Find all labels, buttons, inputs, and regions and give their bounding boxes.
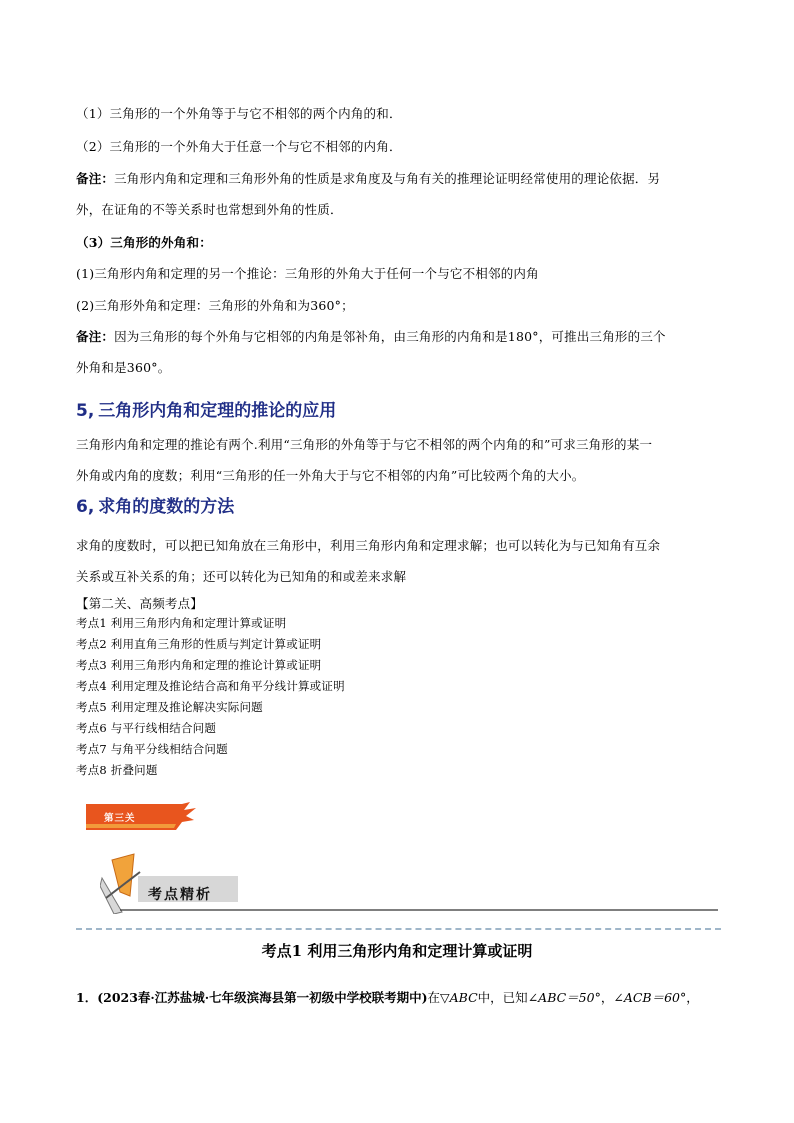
question-1 — [76, 988, 699, 1006]
paragraph-line: 求角的度数时，可以把已知角放在三角形中，利用三角形内角和定理求解；也可以转化为与已知角有互余 — [76, 538, 661, 553]
kaodian-item: 考点1 利用三角形内角和定理计算或证明 — [76, 616, 287, 630]
paragraph-line: 三角形内角和定理的推论有两个.利用“三角形的外角等于与它不相邻的两个内角的和”可求三角形的某一 — [76, 437, 653, 452]
kaodian-item: 考点4 利用定理及推论结合高和角平分线计算或证明 — [76, 679, 345, 693]
level-banner — [86, 802, 196, 830]
heading-number: 6, — [76, 497, 95, 517]
kaodian-item: 考点5 利用定理及推论解决实际问题 — [76, 700, 263, 714]
note-label: 备注： — [76, 329, 115, 344]
heading-text: 求角的度数的方法 — [98, 497, 235, 517]
separator: ， — [686, 990, 699, 1005]
text-line: （3）三角形的外角和： — [76, 235, 212, 250]
paragraph-line: 外角或内角的度数；利用“三角形的任一外角大于与它不相邻的内角”可比较两个角的大小。 — [76, 468, 585, 483]
question-text: 中，已知 — [477, 990, 528, 1005]
heading-text: 三角形内角和定理的推论的应用 — [98, 401, 337, 421]
ruler-icon — [100, 854, 140, 914]
note-text: 三角形内角和定理和三角形外角的性质是求角度及与角有关的推理论证明经常使用的理论依据．另 — [114, 171, 661, 186]
note-line — [76, 169, 660, 187]
level-title: 【第二关、高频考点】 — [76, 596, 204, 611]
heading-number: 5, — [76, 401, 95, 421]
section-heading — [76, 396, 336, 421]
kaodian-item: 考点3 利用三角形内角和定理的推论计算或证明 — [76, 658, 322, 672]
triangle-symbol: ▽ABC — [440, 990, 478, 1005]
text-line: (1)三角形内角和定理的另一个推论：三角形的外角大于任何一个与它不相邻的内角 — [76, 266, 539, 281]
banner-label: 第三关 — [104, 813, 136, 824]
separator: ， — [600, 990, 614, 1005]
kaodian-jingxi-header — [100, 852, 720, 914]
kaodian-jingxi-label: 考点精析 — [148, 887, 212, 903]
kaodian-item: 考点2 利用直角三角形的性质与判定计算或证明 — [76, 637, 322, 651]
section-title: 考点1 利用三角形内角和定理计算或证明 — [261, 942, 533, 960]
question-number: 1． — [76, 990, 98, 1005]
note-label: 备注： — [76, 171, 115, 186]
question-text: 在 — [427, 990, 441, 1005]
note-line — [76, 327, 666, 345]
text-line: （1）三角形的一个外角等于与它不相邻的两个内角的和． — [76, 106, 402, 121]
text-line: 外角和是360°。 — [76, 360, 171, 375]
note-text: 因为三角形的每个外角与它相邻的内角是邻补角，由三角形的内角和是180°，可推出三角形的三个 — [114, 329, 666, 344]
paragraph-line: 关系或互补关系的角；还可以转化为已知角的和或差来求解 — [76, 569, 407, 584]
kaodian-item: 考点7 与角平分线相结合问题 — [76, 742, 228, 756]
kaodian-item: 考点8 折叠问题 — [76, 763, 158, 777]
angle-value: ∠ACB＝60° — [613, 990, 687, 1005]
text-line: 外，在证角的不等关系时也常想到外角的性质． — [76, 202, 343, 217]
section-heading — [76, 492, 234, 517]
angle-value: ∠ABC＝50° — [527, 990, 601, 1005]
divider — [76, 928, 721, 930]
question-source: (2023春·江苏盐城·七年级滨海县第一初级中学校联考期中) — [97, 990, 428, 1005]
text-line: (2)三角形外角和定理：三角形的外角和为360°； — [76, 298, 354, 313]
kaodian-item: 考点6 与平行线相结合问题 — [76, 721, 217, 735]
text-line: （2）三角形的一个外角大于任意一个与它不相邻的内角． — [76, 139, 402, 154]
